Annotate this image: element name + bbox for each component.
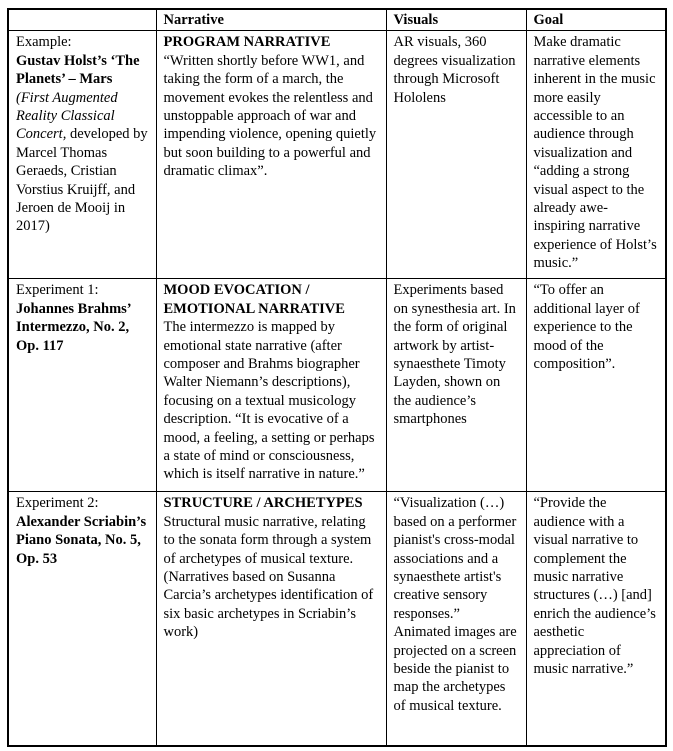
narrative-heading: PROGRAM NARRATIVE: [163, 34, 331, 51]
case-label: Example:: [16, 34, 72, 51]
case-cell: [8, 492, 156, 746]
narrative-body: “Written shortly before WW1, and taking the form of a march, the movement evokes the relentless and unstoppable approach of war and impending violence, opening quietly but soon building to a powerful and dramatic climax”.: [163, 52, 377, 180]
visuals-text: AR visuals, 360 degrees visualization through Microsoft Hololens: [393, 34, 516, 106]
goal-text: Make dramatic narrative elements inherent in the music more easily accessible to an audience through visualization and “adding a strong visual aspect to the already awe-inspiring narrative experience of Holst’s music.”: [533, 34, 657, 272]
goal-text: “Provide the audience with a visual narrative to complement the music narrative structures (…) [and] enrich the audience’s aesthetic appreciation of music narrative.”: [533, 495, 656, 678]
case-title: Johannes Brahms’ Intermezzo, No. 2, Op. 117: [16, 300, 131, 354]
table-row: [8, 31, 666, 279]
case-note: [16, 89, 149, 236]
narrative-cell: [156, 492, 386, 746]
case-title: Alexander Scriabin’s Piano Sonata, No. 5, Op. 53: [16, 513, 147, 567]
narrative-cell: [156, 279, 386, 492]
case-note-italic: (First Augmented Reality Classical Concert,: [16, 89, 118, 143]
header-cell-narrative: Narrative: [156, 9, 386, 31]
case-cell: [8, 31, 156, 279]
table-row: [8, 492, 666, 746]
narrative-heading: MOOD EVOCATION / EMOTIONAL NARRATIVE: [163, 282, 345, 317]
visuals-text: “Visualization (…) based on a performer pianist's cross-modal associations and a synaesthete artist's creative sensory responses.” Animated images are projected on a screen beside the pianist to map the archetypes of musical texture.: [393, 495, 517, 714]
visuals-cell: [386, 492, 526, 746]
case-cell: [8, 279, 156, 492]
case-note-rest: developed by Marcel Thomas Geraeds, Cristian Vorstius Kruijff, and Jeroen de Mooij in 2017): [16, 126, 148, 235]
header-cell-blank: [8, 9, 156, 31]
goal-cell: [526, 31, 666, 279]
header-cell-goal: Goal: [526, 9, 666, 31]
narrative-heading: STRUCTURE / ARCHETYPES: [163, 495, 363, 512]
visuals-cell: [386, 31, 526, 279]
goal-cell: [526, 492, 666, 746]
table-row: [8, 279, 666, 492]
narrative-cell: [156, 31, 386, 279]
visuals-text: Experiments based on synesthesia art. In the form of original artwork by artist-synaesthete Timoty Layden, shown on the audience’s smartphones: [393, 282, 516, 428]
case-label: Experiment 1:: [16, 282, 99, 299]
case-label: Experiment 2:: [16, 495, 99, 512]
goal-text: “To offer an additional layer of experience to the mood of the composition”.: [533, 282, 640, 373]
header-row: [8, 9, 666, 31]
music-narrative-table: [7, 8, 667, 747]
case-title: Gustav Holst’s ‘The Planets’ – Mars: [16, 52, 140, 88]
goal-cell: [526, 279, 666, 492]
visuals-cell: [386, 279, 526, 492]
narrative-body: The intermezzo is mapped by emotional state narrative (after composer and Brahms biographer Walter Niemann’s descriptions), focusing on a textual musicology description. “It is evocative of a mood, a feeling, a setting or perhaps a state of mind or consciousness, which is itself narrative in nature.”: [163, 319, 375, 483]
header-cell-visuals: Visuals: [386, 9, 526, 31]
narrative-body: Structural music narrative, relating to the sonata form through a system of archetypes of musical texture. (Narratives based on Susanna Carcia’s archetypes identification of six basic archetypes in Scriabin’s work): [163, 513, 374, 641]
